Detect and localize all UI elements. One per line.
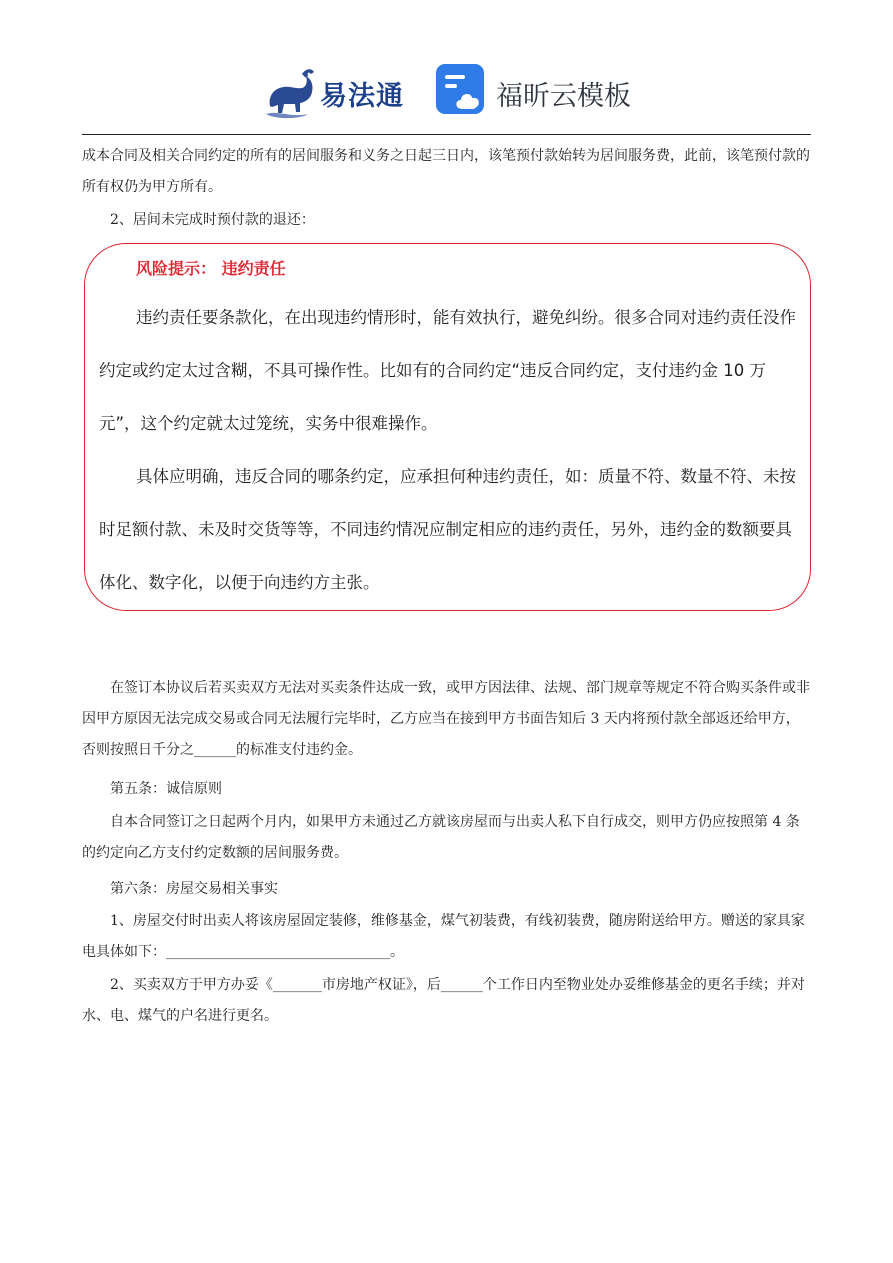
logo-left-text: 易法通	[320, 81, 404, 112]
article-5-heading: 第五条：诚信原则	[110, 781, 222, 797]
paragraph-refund-heading: 2、居间未完成时预付款的退还：	[110, 212, 315, 228]
risk-notice-title: 风险提示： 违约责任	[136, 259, 286, 278]
logo-right-text: 福昕云模板	[496, 81, 631, 112]
paragraph-delivery-items: 1、房屋交付时出卖人将该房屋固定装修，维修基金，煤气初装费，有线初装费，随房附送给甲方。赠送的家具家电具体如下：________________________________。	[82, 913, 805, 960]
risk-notice-para-2: 具体应明确，违反合同的哪条约定，应承担何种违约责任，如：质量不符、数量不符、未按时足额付款、未及时交货等等，不同违约情况应制定相应的违约责任，另外，违约金的数额要具体化、数字化，以便于向违约方主张。	[99, 467, 796, 592]
paragraph-prepayment-ownership: 成本合同及相关合同约定的所有的居间服务和义务之日起三日内，该笔预付款始转为居间服务费，此前，该笔预付款的所有权仍为甲方所有。	[82, 148, 810, 195]
article-6-heading: 第六条：房屋交易相关事实	[110, 881, 278, 897]
risk-notice-box	[84, 243, 811, 611]
page-header	[0, 58, 893, 128]
risk-notice-para-1: 违约责任要条款化，在出现违约情形时，能有效执行，避免纠纷。很多合同对违约责任没作约定或约定太过含糊，不具可操作性。比如有的合同约定“违反合同约定，支付违约金 10 万元”，这个约定就太过笼统，实务中很难操作。	[99, 308, 796, 433]
paragraph-maintenance-fund: 2、买卖双方于甲方办妥《_______市房地产权证》，后______个工作日内至物业处办妥维修基金的更名手续；并对水、电、煤气的户名进行更名。	[82, 977, 805, 1024]
paragraph-refund-terms: 在签订本协议后若买卖双方无法对买卖条件达成一致，或甲方因法律、法规、部门规章等规定不符合购买条件或非因甲方原因无法完成交易或合同无法履行完毕时，乙方应当在接到甲方书面告知后 3 天内将预付款全部返还给甲方，否则按照日千分之______的标准支付违约金。	[82, 680, 810, 758]
cloud-document-icon	[436, 64, 488, 116]
header-divider	[82, 134, 811, 135]
yifatong-logo	[262, 62, 414, 120]
qilin-icon	[262, 62, 322, 120]
paragraph-good-faith: 自本合同签订之日起两个月内，如果甲方未通过乙方就该房屋而与出卖人私下自行成交，则甲方仍应按照第 4 条的约定向乙方支付约定数额的居间服务费。	[82, 814, 800, 861]
foxit-template-logo	[436, 64, 636, 120]
